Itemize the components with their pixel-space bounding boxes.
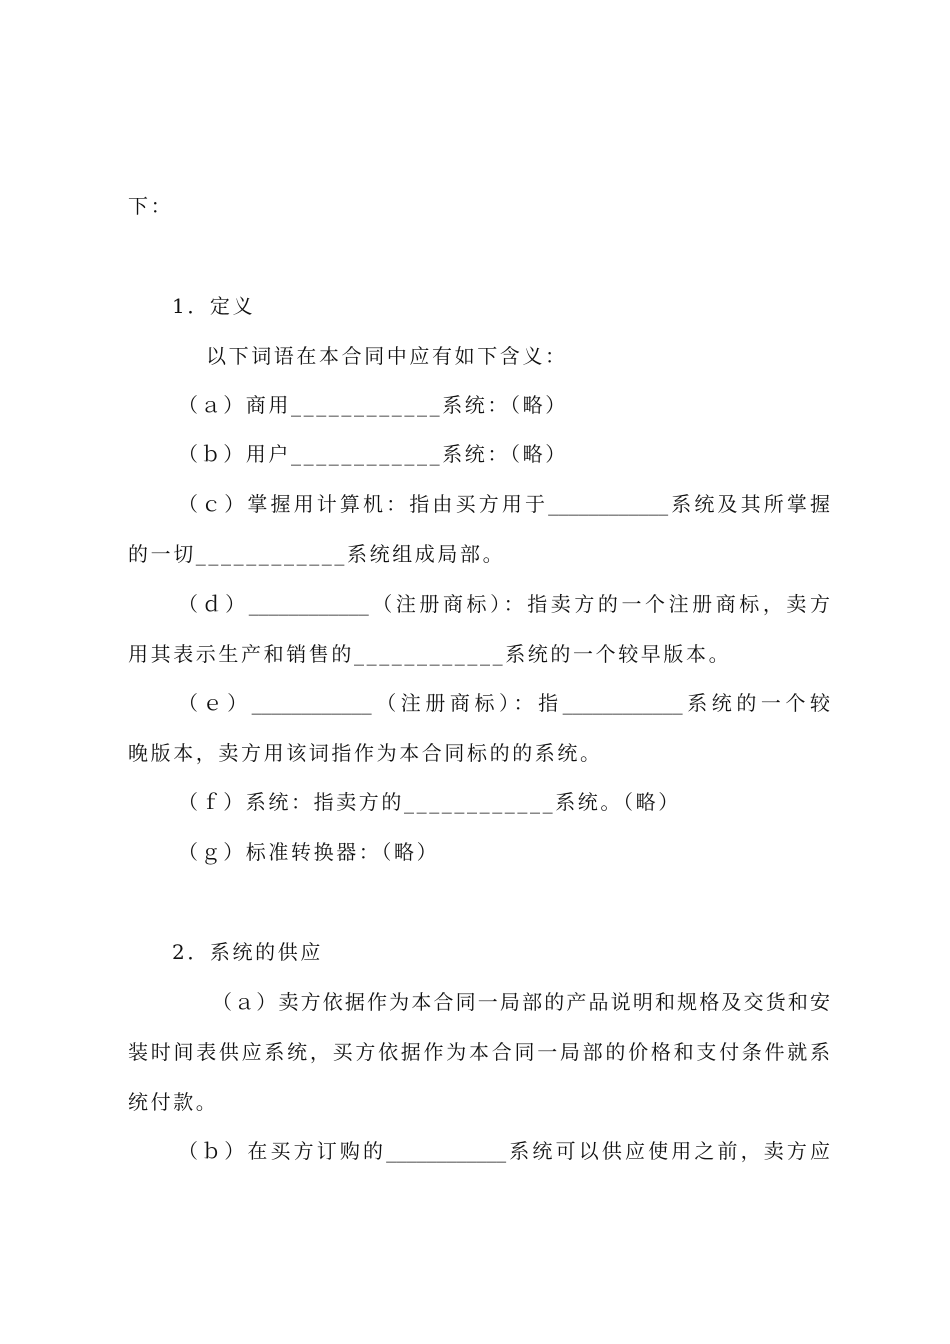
supply-item-a-line-2: 装时间表供应系统，买方依据作为本合同一局部的价格和支付条件就系 <box>128 1040 830 1064</box>
supply-item-a-line-1: （ａ）卖方依据作为本合同一局部的产品说明和规格及交货和安 <box>212 990 830 1014</box>
continuation-text: 下： <box>128 194 174 218</box>
definition-item-e-line-1: （ｅ）____________（注册商标）：指____________系统的一个较 <box>178 691 830 715</box>
supply-item-a-line-3: 统付款。 <box>128 1090 219 1114</box>
definition-item-e-line-2: 晚版本，卖方用该词指作为本合同标的的系统。 <box>128 741 603 765</box>
definition-item-f: （ｆ）系统：指卖方的____________系统。（略） <box>178 790 681 814</box>
supply-item-b-line-1: （ｂ）在买方订购的____________系统可以供应使用之前，卖方应 <box>178 1139 830 1163</box>
definition-item-a: （ａ）商用____________系统：（略） <box>178 393 568 417</box>
definition-item-g: （ｇ）标准转换器：（略） <box>178 840 440 864</box>
definition-item-c-line-1: （ｃ）掌握用计算机：指由买方用于____________系统及其所掌握 <box>178 492 830 516</box>
section-heading-supply: 2．系统的供应 <box>172 940 323 964</box>
definition-item-c-line-2: 的一切____________系统组成局部。 <box>128 542 506 566</box>
definitions-intro: 以下词语在本合同中应有如下含义： <box>206 344 568 368</box>
section-heading-definitions: 1．定义 <box>172 294 256 318</box>
definition-item-b: （ｂ）用户____________系统：（略） <box>178 442 568 466</box>
definition-item-d-line-2: 用其表示生产和销售的____________系统的一个较早版本。 <box>128 642 732 666</box>
definition-item-d-line-1: （ｄ）____________（注册商标）：指卖方的一个注册商标，卖方 <box>178 592 830 616</box>
